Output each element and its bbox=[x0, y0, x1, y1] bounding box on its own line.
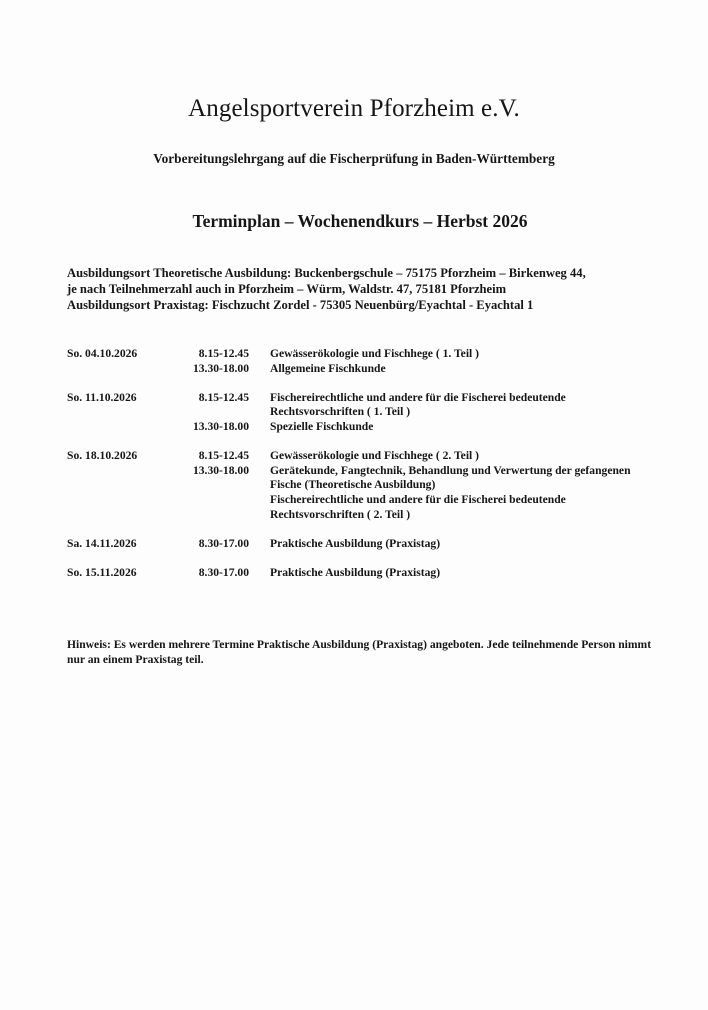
schedule-title: Terminplan – Wochenendkurs – Herbst 2026 bbox=[192, 211, 528, 231]
schedule-day bbox=[67, 537, 647, 552]
schedule-slot bbox=[67, 464, 647, 493]
schedule-slot bbox=[67, 493, 647, 522]
organization-title: Angelsportverein Pforzheim e.V. bbox=[188, 95, 520, 122]
schedule-slot bbox=[67, 362, 647, 377]
day-date: So. 15.11.2026 bbox=[67, 565, 137, 579]
day-date: So. 18.10.2026 bbox=[67, 449, 138, 463]
slot-time bbox=[177, 493, 270, 522]
slot-topic: Allgemeine Fischkunde bbox=[270, 361, 386, 375]
schedule-table bbox=[67, 347, 647, 595]
slot-time: 13.30-18.00 bbox=[192, 463, 249, 477]
course-subtitle: Vorbereitungslehrgang auf die Fischerprüfung in Baden-Württemberg bbox=[153, 151, 555, 166]
location-theory-alt-line: je nach Teilnehmerzahl auch in Pforzheim – Würm, Waldstr. 47, 75181 Pforzheim bbox=[67, 282, 507, 296]
schedule-slot bbox=[67, 566, 647, 581]
day-date: So. 04.10.2026 bbox=[67, 347, 138, 360]
slot-topic: Gerätekunde, Fangtechnik, Behandlung und Verwertung der gefangenen Fische (Theoretische Ausbildung) bbox=[270, 463, 631, 492]
day-date: Sa. 14.11.2026 bbox=[67, 536, 137, 550]
slot-time: 8.30-17.00 bbox=[198, 536, 249, 550]
slot-time: 13.30-18.00 bbox=[192, 419, 249, 433]
schedule-slot bbox=[67, 391, 647, 420]
slot-time: 8.15-12.45 bbox=[198, 347, 249, 360]
slot-time: 13.30-18.00 bbox=[192, 361, 249, 375]
schedule-day bbox=[67, 347, 647, 376]
schedule-slot bbox=[67, 420, 647, 435]
training-locations bbox=[67, 265, 687, 313]
location-theory-line: Ausbildungsort Theoretische Ausbildung: Buckenbergschule – 75175 Pforzheim – Birkenweg 44, bbox=[67, 266, 586, 280]
slot-topic: Praktische Ausbildung (Praxistag) bbox=[270, 565, 441, 579]
schedule-slot bbox=[67, 449, 647, 464]
slot-topic: Praktische Ausbildung (Praxistag) bbox=[270, 536, 441, 550]
slot-topic: Gewässerökologie und Fischhege ( 2. Teil ) bbox=[270, 449, 480, 463]
location-practice-line: Ausbildungsort Praxistag: Fischzucht Zordel - 75305 Neuenbürg/Eyachtal - Eyachtal 1 bbox=[67, 298, 534, 312]
schedule-slot bbox=[67, 537, 647, 552]
schedule-day bbox=[67, 566, 647, 581]
slot-time: 8.15-12.45 bbox=[198, 449, 249, 463]
schedule-day bbox=[67, 449, 647, 522]
slot-time: 8.15-12.45 bbox=[198, 390, 249, 404]
slot-topic: Fischereirechtliche und andere für die Fischerei bedeutende Rechtsvorschriften ( 2. Teil ) bbox=[270, 492, 566, 521]
slot-topic: Spezielle Fischkunde bbox=[270, 419, 374, 433]
schedule-slot bbox=[67, 347, 647, 362]
slot-time: 8.30-17.00 bbox=[198, 565, 249, 579]
slot-topic: Fischereirechtliche und andere für die Fischerei bedeutende Rechtsvorschriften ( 1. Teil ) bbox=[270, 390, 566, 419]
slot-topic: Gewässerökologie und Fischhege ( 1. Teil ) bbox=[270, 347, 480, 360]
schedule-day bbox=[67, 391, 647, 435]
day-date: So. 11.10.2026 bbox=[67, 390, 137, 404]
hint-note: Hinweis: Es werden mehrere Termine Praktische Ausbildung (Praxistag) angeboten. Jede teilnehmende Person nimmt nur an einem Praxistag teil. bbox=[67, 638, 652, 666]
